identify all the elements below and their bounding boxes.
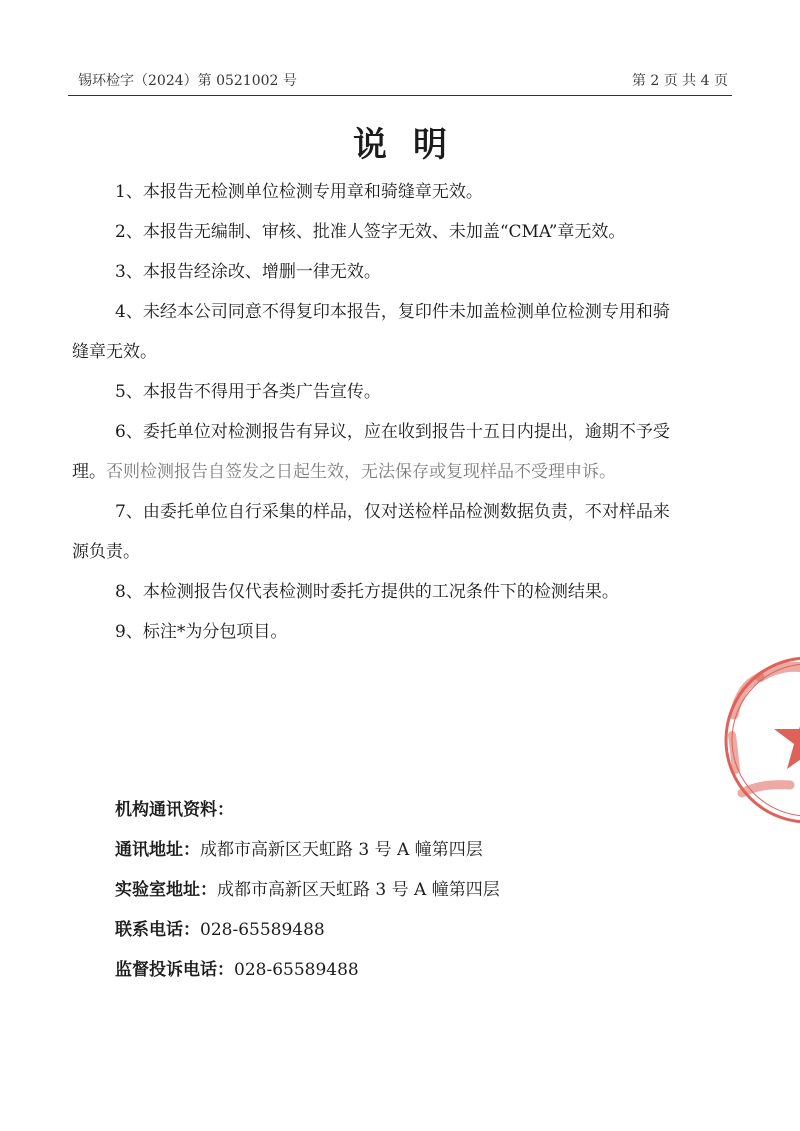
note-text: 8、本检测报告仅代表检测时委托方提供的工况条件下的检测结果。: [115, 582, 619, 602]
note-text: 1、本报告无检测单位检测专用章和骑缝章无效。: [115, 182, 483, 202]
note-text-continued: [72, 452, 675, 492]
phone-value: 028-65589488: [200, 920, 325, 940]
seal-stamp-icon: [720, 655, 800, 825]
note-item: [115, 212, 675, 252]
note-text: 4、未经本公司同意不得复印本报告，复印件未加盖检测单位检测专用和骑: [115, 302, 670, 322]
note-text: 6、委托单位对检测报告有异议，应在收到报告十五日内提出，逾期不予受: [115, 422, 670, 442]
lab-address-value: 成都市高新区天虹路 3 号 A 幢第四层: [217, 880, 500, 900]
phone-label: 联系电话：: [115, 920, 200, 940]
address-label: 通讯地址：: [115, 840, 200, 860]
note-item: [115, 612, 675, 652]
note-item: [115, 252, 675, 292]
lab-address-label: 实验室地址：: [115, 880, 217, 900]
note-item: [72, 412, 675, 492]
note-item: [115, 372, 675, 412]
note-text-continued: 缝章无效。: [72, 342, 157, 362]
note-item: [115, 172, 675, 212]
contact-info: [115, 790, 715, 990]
note-text: 5、本报告不得用于各类广告宣传。: [115, 382, 381, 402]
note-item: [72, 292, 675, 372]
page-title: 说明: [353, 125, 473, 165]
note-text: 7、由委托单位自行采集的样品，仅对送检样品检测数据负责，不对样品来: [115, 502, 670, 522]
note-text-faded: 否则检测报告自签发之日起生效，无法保存或复现样品不受理申诉。: [106, 462, 616, 482]
page-indicator: 第 2 页 共 4 页: [631, 73, 728, 89]
report-number: 锡环检字（2024）第 0521002 号: [78, 73, 297, 89]
complaint-phone-value: 028-65589488: [234, 960, 359, 980]
page-header: [78, 70, 728, 90]
contact-address: [115, 830, 715, 870]
contact-lab-address: [115, 870, 715, 910]
contact-phone: [115, 910, 715, 950]
complaint-phone-label: 监督投诉电话：: [115, 960, 234, 980]
contact-complaint-phone: [115, 950, 715, 990]
header-divider: [68, 95, 732, 96]
note-text: 2、本报告无编制、审核、批准人签字无效、未加盖“CMA”章无效。: [115, 222, 626, 242]
address-value: 成都市高新区天虹路 3 号 A 幢第四层: [200, 840, 483, 860]
note-text-continued: 源负责。: [72, 542, 140, 562]
contact-heading: 机构通讯资料：: [115, 800, 234, 820]
note-text: 3、本报告经涂改、增删一律无效。: [115, 262, 381, 282]
note-text: 9、标注*为分包项目。: [115, 622, 288, 642]
note-text-fragment: 理。: [72, 462, 106, 482]
official-seal: [720, 655, 800, 825]
notes-list: [72, 172, 675, 652]
note-item: [72, 492, 675, 572]
note-item: [115, 572, 675, 612]
